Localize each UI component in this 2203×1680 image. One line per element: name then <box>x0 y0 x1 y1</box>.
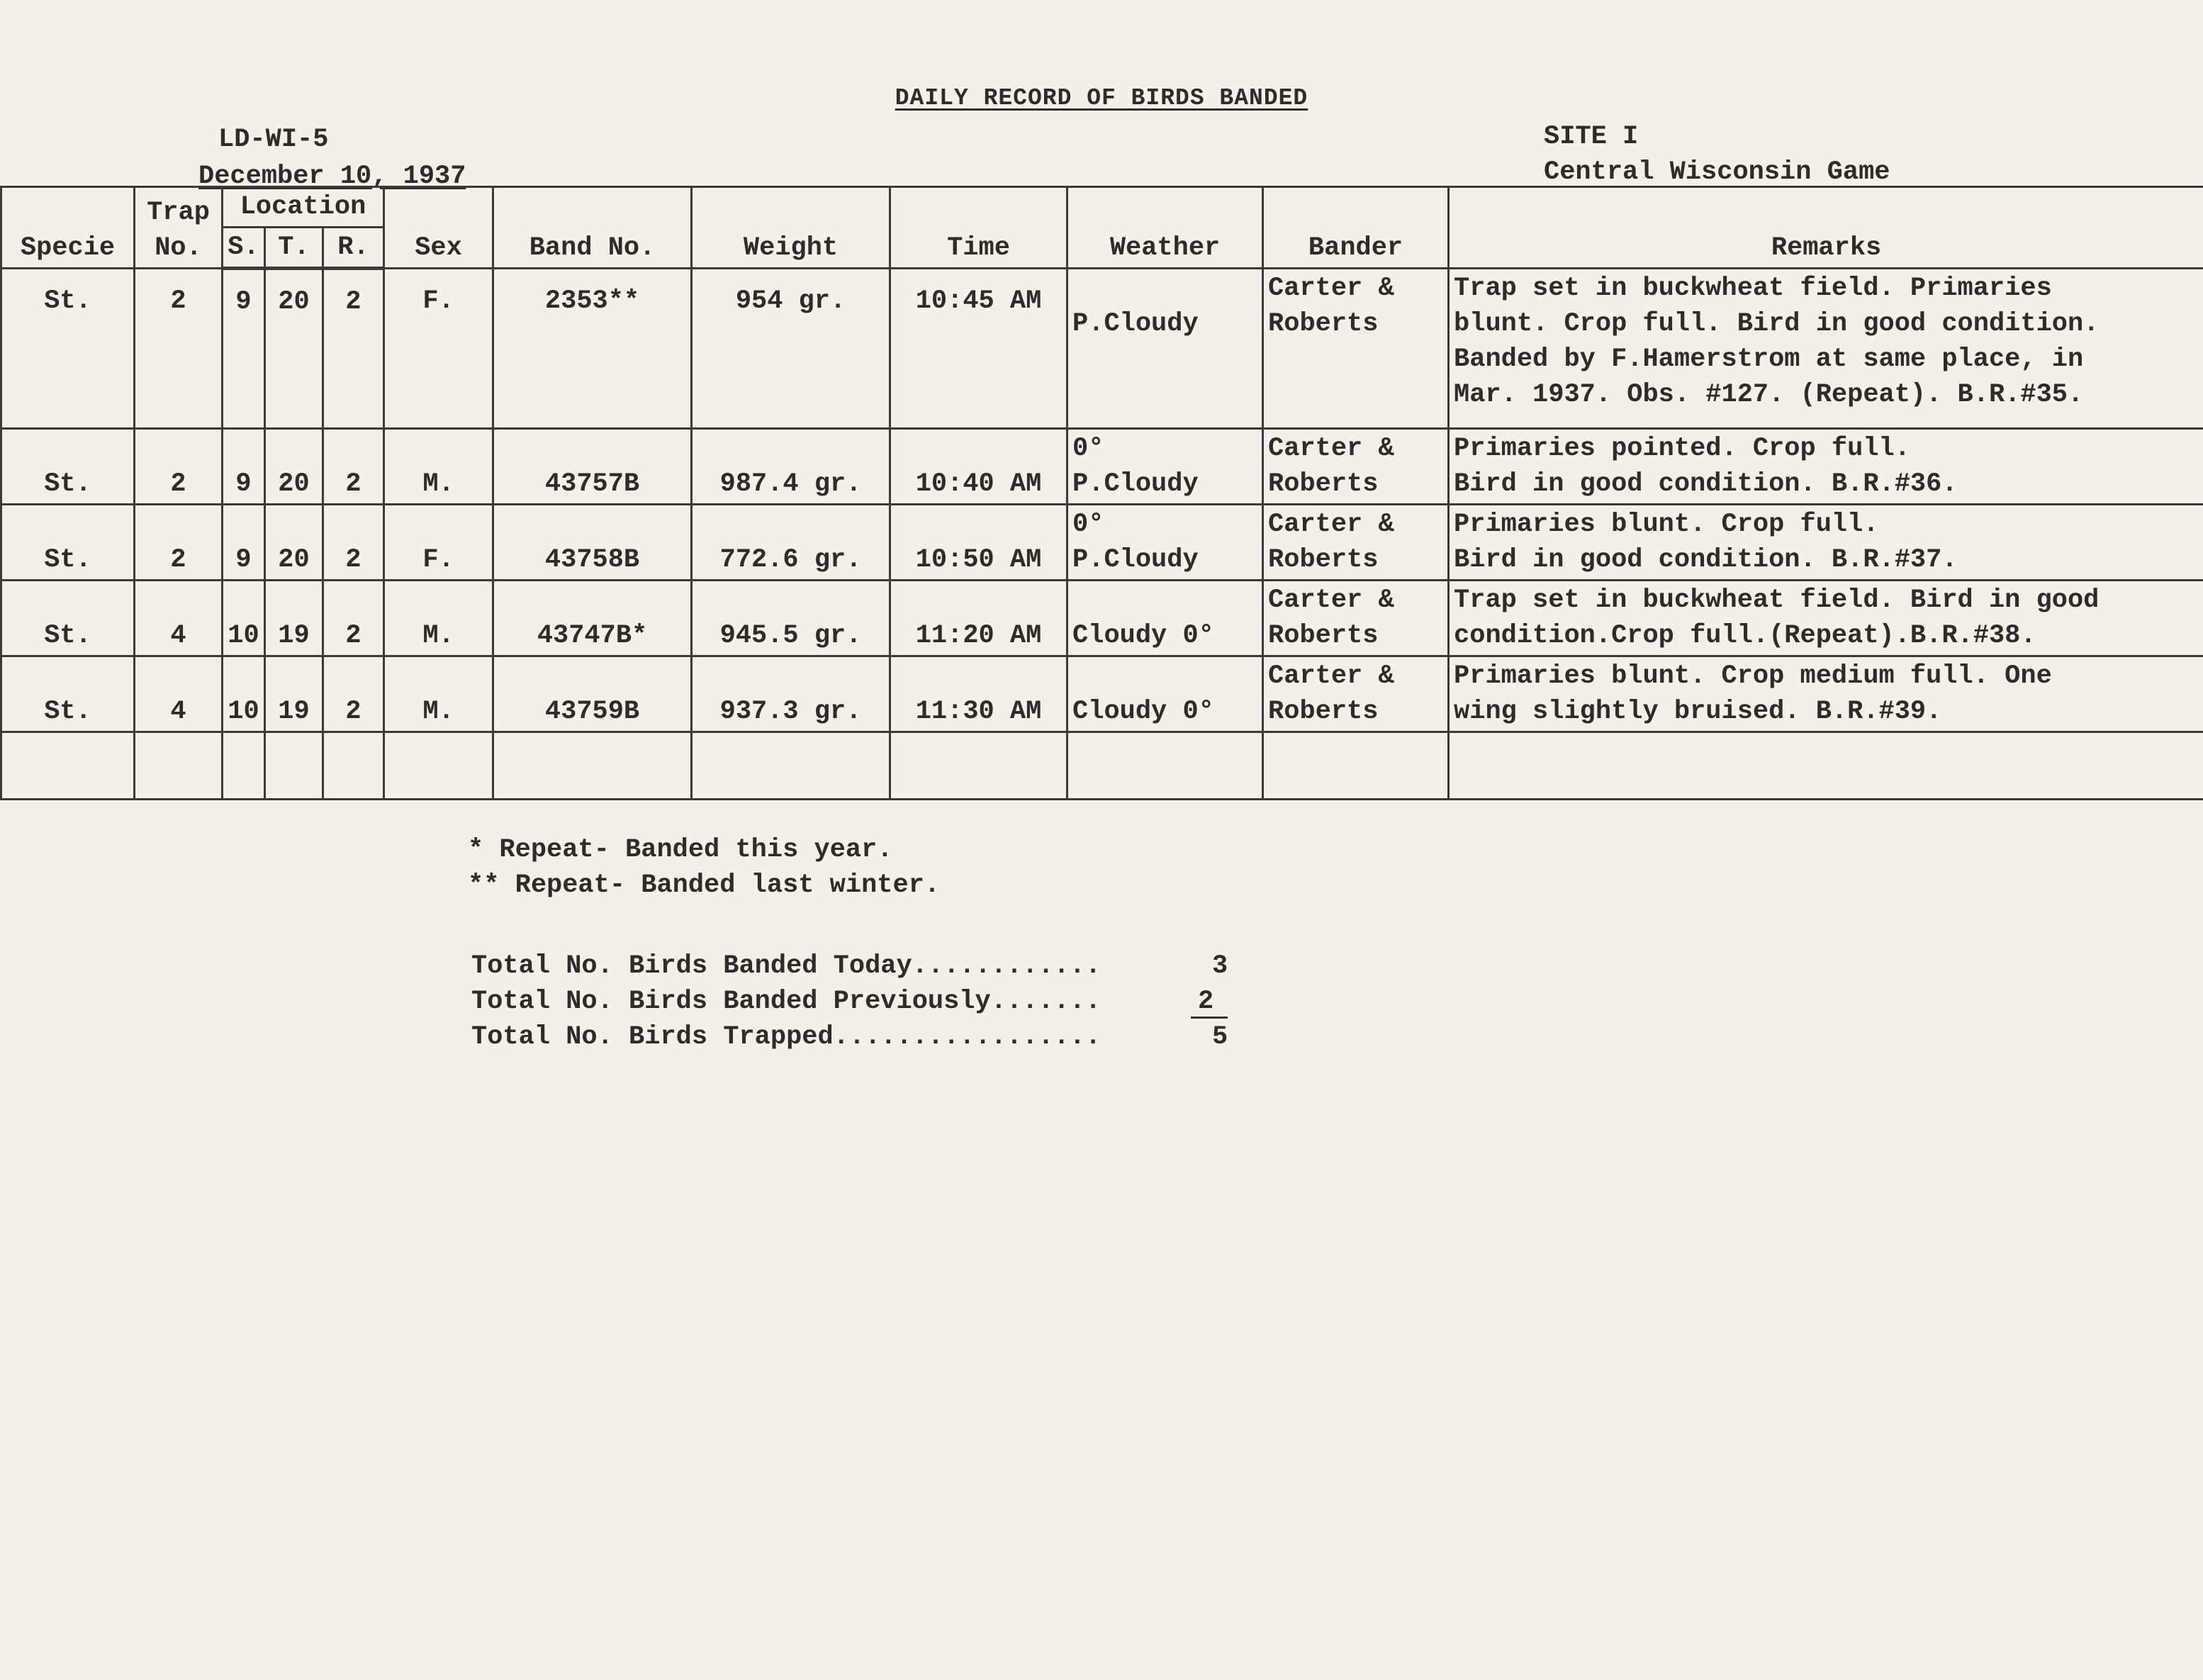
empty-cell <box>1263 732 1449 800</box>
cell-location-r: 2 <box>323 581 384 656</box>
cell-weight: 945.5 gr. <box>692 581 890 656</box>
cell-weather-line: Cloudy 0° <box>1072 697 1214 727</box>
cell-bander-line: Roberts <box>1268 621 1379 651</box>
cell-location-r: 2 <box>323 505 384 581</box>
cell-location-r: 2 <box>323 269 384 429</box>
cell-weather-line: P.Cloudy <box>1072 309 1199 339</box>
cell-bander-line: Carter & <box>1268 434 1394 464</box>
total-banded-today-value: 3 <box>1212 951 1228 981</box>
table-row <box>1 581 2203 656</box>
cell-trap-no: 2 <box>135 429 223 505</box>
remark-line: Primaries blunt. Crop medium full. One <box>1454 661 2052 691</box>
table-row <box>1 429 2203 505</box>
cell-specie: St. <box>1 656 135 732</box>
empty-cell <box>323 732 384 800</box>
cell-location-t: 20 <box>265 505 323 581</box>
cell-sex: M. <box>384 656 493 732</box>
cell-specie: St. <box>1 269 135 429</box>
cell-bander-line: Roberts <box>1268 469 1379 499</box>
cell-time: 11:20 AM <box>890 581 1067 656</box>
empty-cell <box>265 732 323 800</box>
cell-bander-line: Roberts <box>1268 309 1379 339</box>
col-location-t: T. <box>265 228 323 269</box>
remark-line: condition.Crop full.(Repeat).B.R.#38. <box>1454 621 2036 651</box>
empty-cell <box>1449 732 2203 800</box>
empty-row <box>1 732 2203 800</box>
table-row <box>1 505 2203 581</box>
cell-location-t: 19 <box>265 581 323 656</box>
cell-time: 10:40 AM <box>890 429 1067 505</box>
cell-location-s: 9 <box>223 269 265 429</box>
cell-remarks <box>1449 269 2203 429</box>
col-bander: Bander <box>1263 187 1449 269</box>
col-remarks: Remarks <box>1449 187 2203 269</box>
empty-cell <box>223 732 265 800</box>
cell-trap-no: 2 <box>135 505 223 581</box>
cell-weight: 772.6 gr. <box>692 505 890 581</box>
cell-weather <box>1067 656 1263 732</box>
cell-weather-line <box>1072 271 1257 306</box>
remark-line: Primaries pointed. Crop full. <box>1454 434 1910 464</box>
empty-cell <box>692 732 890 800</box>
cell-bander-line: Carter & <box>1268 661 1394 691</box>
cell-weather <box>1067 505 1263 581</box>
cell-time: 10:45 AM <box>890 269 1067 429</box>
site-label: SITE I <box>1544 122 1639 152</box>
col-location-r: R. <box>323 228 384 269</box>
cell-weather-line: 0° <box>1072 510 1104 539</box>
col-location-s: S. <box>223 228 265 269</box>
cell-sex: F. <box>384 269 493 429</box>
cell-weather-line: Cloudy 0° <box>1072 621 1214 651</box>
empty-cell <box>1067 732 1263 800</box>
cell-remarks <box>1449 656 2203 732</box>
cell-sex: M. <box>384 581 493 656</box>
cell-time: 10:50 AM <box>890 505 1067 581</box>
cell-weather-line <box>1072 583 1257 618</box>
col-weight: Weight <box>692 187 890 269</box>
cell-location-t: 20 <box>265 269 323 429</box>
record-date: December 10, 1937 <box>198 162 466 191</box>
cell-weight: 954 gr. <box>692 269 890 429</box>
cell-location-t: 20 <box>265 429 323 505</box>
total-banded-previously <box>471 987 1101 1017</box>
cell-sex: F. <box>384 505 493 581</box>
cell-band-no: 43757B <box>493 429 692 505</box>
cell-bander-line: Carter & <box>1268 274 1394 303</box>
cell-location-t: 19 <box>265 656 323 732</box>
banding-record-table <box>0 186 2203 800</box>
remark-line: Trap set in buckwheat field. Primaries <box>1454 274 2052 303</box>
cell-bander <box>1263 656 1449 732</box>
cell-location-s: 10 <box>223 581 265 656</box>
total-trapped-value: 5 <box>1212 1022 1228 1052</box>
cell-bander <box>1263 505 1449 581</box>
total-banded-previously-value: 2 <box>1191 987 1228 1019</box>
table-body <box>1 269 2203 800</box>
footnote-single-asterisk: * Repeat- Banded this year. <box>468 835 893 865</box>
cell-bander <box>1263 581 1449 656</box>
cell-weight: 987.4 gr. <box>692 429 890 505</box>
empty-cell <box>1 732 135 800</box>
cell-band-no: 43747B* <box>493 581 692 656</box>
cell-location-r: 2 <box>323 429 384 505</box>
empty-cell <box>135 732 223 800</box>
cell-weather-line <box>1072 659 1257 694</box>
total-trapped <box>471 1022 1101 1052</box>
cell-specie: St. <box>1 429 135 505</box>
remark-line: blunt. Crop full. Bird in good condition. <box>1454 309 2100 339</box>
cell-weight: 937.3 gr. <box>692 656 890 732</box>
cell-weather-line: 0° <box>1072 434 1104 464</box>
remark-line: Mar. 1937. Obs. #127. (Repeat). B.R.#35. <box>1454 380 2084 410</box>
table-row <box>1 656 2203 732</box>
remark-line: Primaries blunt. Crop full. <box>1454 510 1879 539</box>
col-location: Location <box>223 187 384 228</box>
cell-bander-line: Carter & <box>1268 510 1394 539</box>
cell-weather <box>1067 581 1263 656</box>
cell-bander <box>1263 269 1449 429</box>
remark-line: Bird in good condition. B.R.#36. <box>1454 469 1958 499</box>
remark-line: Bird in good condition. B.R.#37. <box>1454 545 1958 575</box>
cell-band-no: 43759B <box>493 656 692 732</box>
cell-band-no: 43758B <box>493 505 692 581</box>
cell-weather <box>1067 269 1263 429</box>
empty-cell <box>384 732 493 800</box>
col-time: Time <box>890 187 1067 269</box>
remark-line: wing slightly bruised. B.R.#39. <box>1454 697 1942 727</box>
cell-location-r: 2 <box>323 656 384 732</box>
cell-trap-no: 2 <box>135 269 223 429</box>
cell-weather-line: P.Cloudy <box>1072 545 1199 575</box>
remark-line: Banded by F.Hamerstrom at same place, in <box>1454 345 2084 374</box>
col-specie: Specie <box>1 187 135 269</box>
document-code: LD-WI-5 <box>218 125 329 155</box>
cell-bander <box>1263 429 1449 505</box>
col-band-no: Band No. <box>493 187 692 269</box>
cell-specie: St. <box>1 581 135 656</box>
remark-line: Trap set in buckwheat field. Bird in good <box>1454 586 2100 615</box>
cell-trap-no: 4 <box>135 656 223 732</box>
total-banded-previously-label: Total No. Birds Banded Previously....... <box>471 987 1102 1017</box>
cell-weather <box>1067 429 1263 505</box>
cell-remarks <box>1449 581 2203 656</box>
cell-weather-line: P.Cloudy <box>1072 469 1199 499</box>
page-title: DAILY RECORD OF BIRDS BANDED <box>895 85 1308 111</box>
total-banded-today-label: Total No. Birds Banded Today............ <box>471 951 1102 981</box>
cell-bander-line: Roberts <box>1268 545 1379 575</box>
empty-cell <box>890 732 1067 800</box>
cell-sex: M. <box>384 429 493 505</box>
cell-specie: St. <box>1 505 135 581</box>
cell-band-no: 2353** <box>493 269 692 429</box>
table-row <box>1 269 2203 429</box>
cell-bander-line: Carter & <box>1268 586 1394 615</box>
cell-time: 11:30 AM <box>890 656 1067 732</box>
cell-location-s: 10 <box>223 656 265 732</box>
col-trap-no: Trap No. <box>135 187 223 269</box>
total-trapped-label: Total No. Birds Trapped................. <box>471 1022 1102 1052</box>
col-weather: Weather <box>1067 187 1263 269</box>
footnote-double-asterisk: ** Repeat- Banded last winter. <box>468 870 941 900</box>
empty-cell <box>493 732 692 800</box>
area-label: Central Wisconsin Game <box>1544 157 1890 187</box>
cell-bander-line: Roberts <box>1268 697 1379 727</box>
cell-remarks <box>1449 505 2203 581</box>
cell-location-s: 9 <box>223 429 265 505</box>
total-banded-today <box>471 951 1101 981</box>
cell-trap-no: 4 <box>135 581 223 656</box>
col-sex: Sex <box>384 187 493 269</box>
cell-location-s: 9 <box>223 505 265 581</box>
cell-remarks <box>1449 429 2203 505</box>
